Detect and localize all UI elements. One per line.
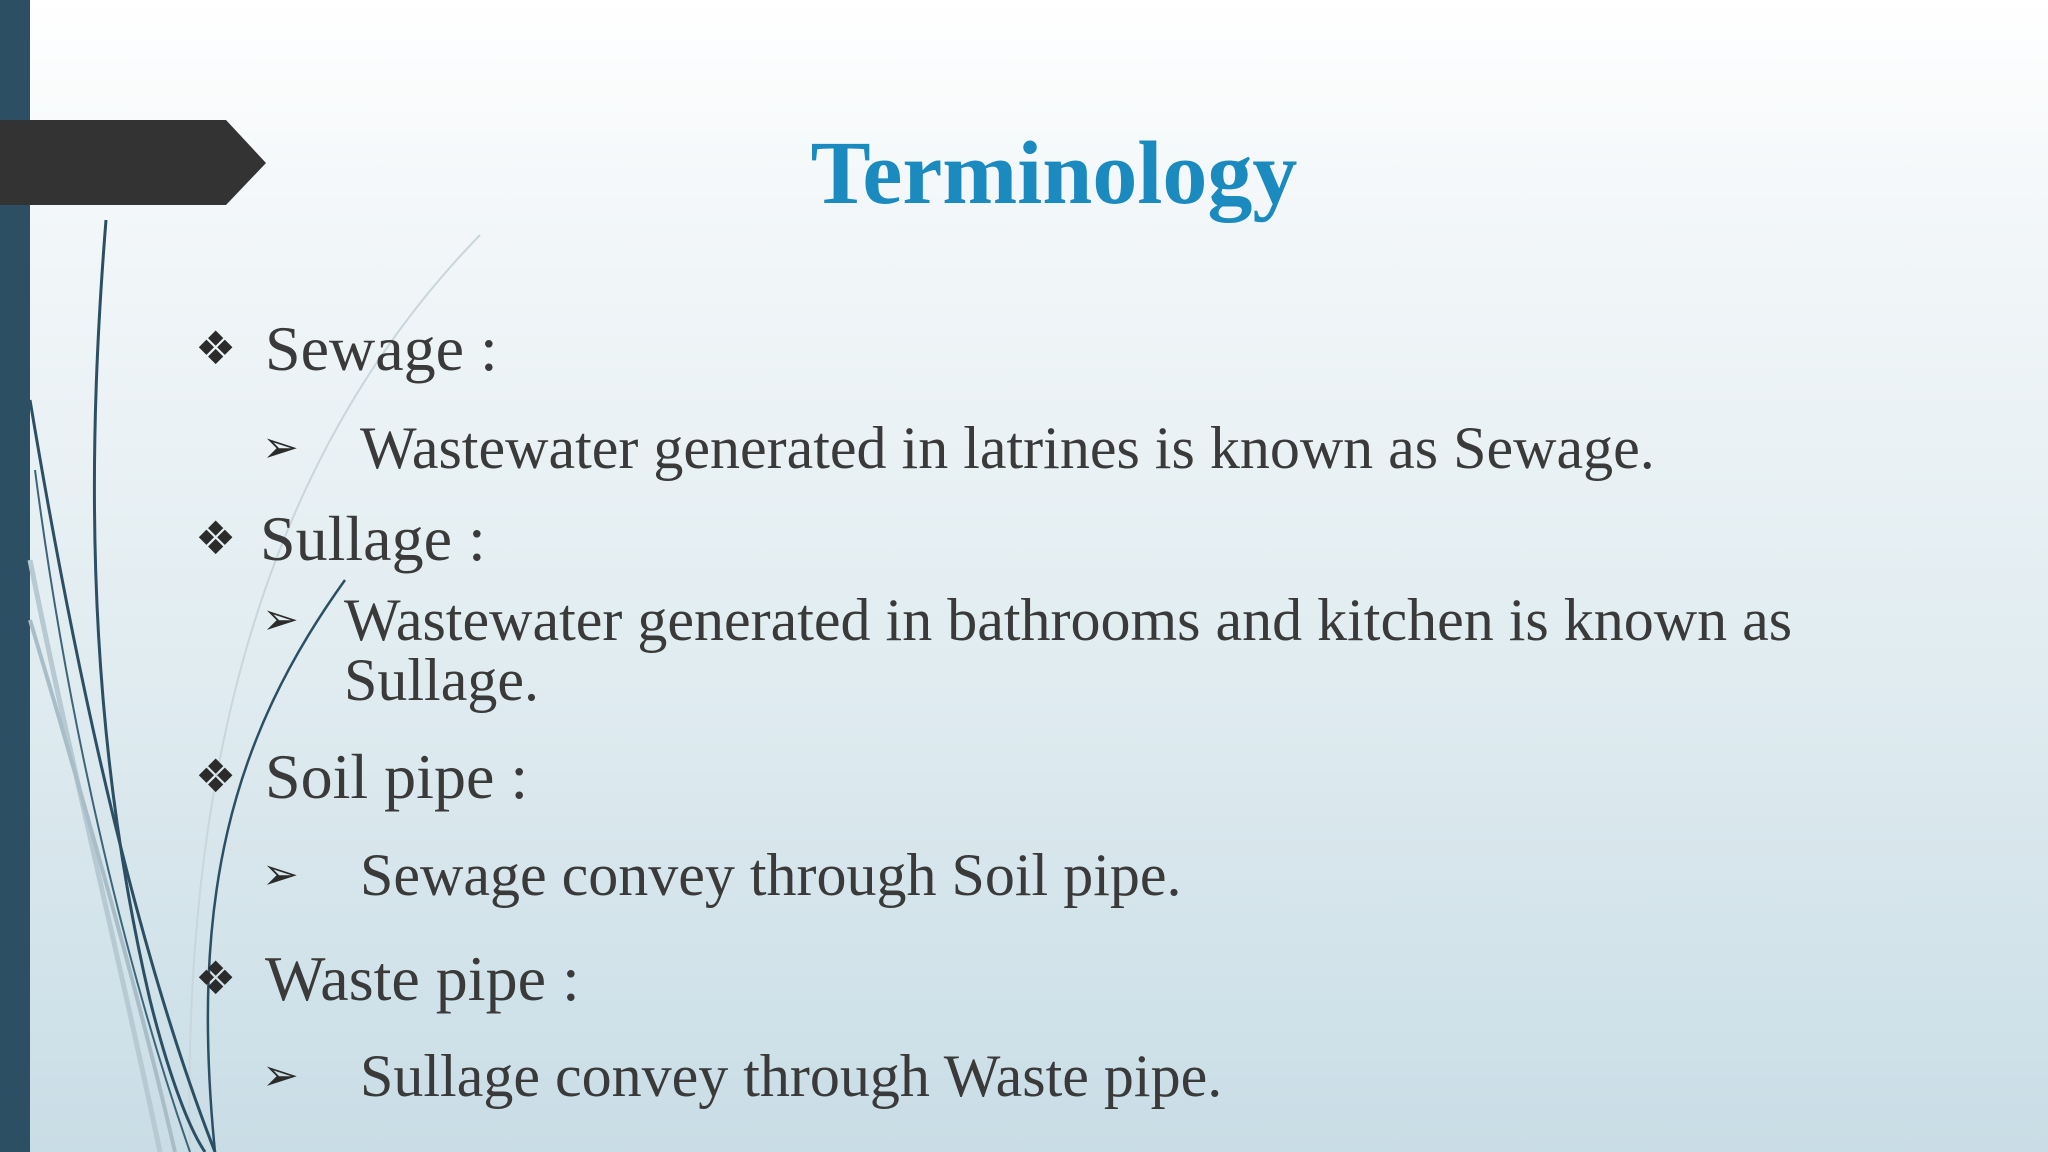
decor-curve [94, 220, 205, 1152]
diamond-bullet-icon: ❖ [195, 749, 237, 803]
term-heading-soil-pipe [195, 738, 528, 815]
term-definition-text: Wastewater generated in latrines is known as Sewage. [360, 415, 1655, 481]
term-heading-waste-pipe [195, 940, 580, 1017]
arrow-bullet-icon: ➢ [262, 849, 299, 900]
term-definition-waste-pipe [262, 1043, 1223, 1109]
term-definition-sullage [262, 587, 1793, 713]
diamond-bullet-icon: ❖ [195, 951, 237, 1005]
term-heading-label: Sullage : [260, 503, 486, 574]
term-heading-label: Soil pipe : [265, 741, 529, 812]
term-definition-text: Wastewater generated in bathrooms and kitchen is known as Sullage. [344, 587, 1793, 713]
term-heading-label: Sewage : [265, 313, 498, 384]
term-definition-soil-pipe [262, 842, 1182, 908]
term-heading-sewage [195, 310, 498, 387]
term-definition-text: Sullage convey through Waste pipe. [360, 1043, 1223, 1109]
arrow-bullet-icon: ➢ [262, 1050, 299, 1101]
arrow-bullet-icon: ➢ [262, 594, 299, 645]
arrow-bullet-icon: ➢ [262, 422, 299, 473]
diamond-bullet-icon: ❖ [195, 511, 237, 565]
term-heading-sullage [195, 500, 486, 577]
decor-curve [30, 400, 215, 1152]
term-definition-text: Sewage convey through Soil pipe. [360, 842, 1182, 908]
term-heading-label: Waste pipe : [265, 943, 580, 1014]
term-definition-sewage [262, 415, 1655, 481]
decor-curve [30, 560, 160, 1152]
diamond-bullet-icon: ❖ [195, 321, 237, 375]
slide-title: Terminology [810, 124, 1298, 223]
